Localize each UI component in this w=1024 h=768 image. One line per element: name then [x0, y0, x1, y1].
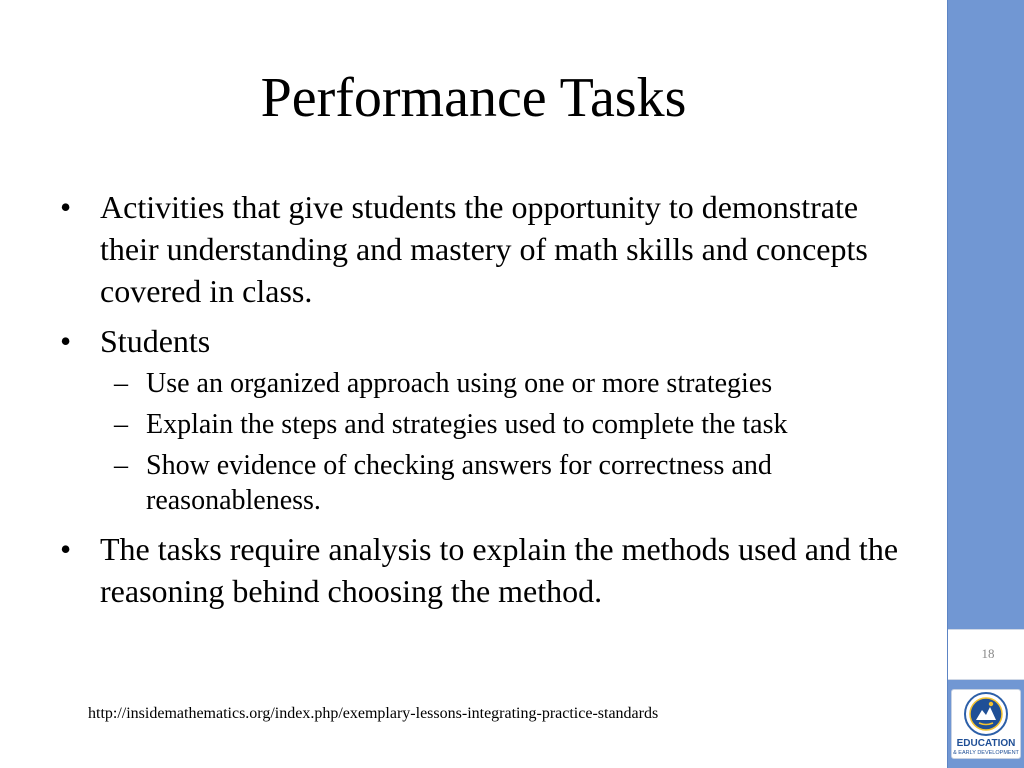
sub-bullet-text: Explain the steps and strategies used to complete the task	[146, 409, 788, 440]
sub-bullet-item	[60, 407, 920, 442]
bullet-marker: •	[60, 323, 72, 359]
bullet-text: Activities that give students the opportunity to demonstrate their understanding and mastery of math skills and concepts covered in class.	[100, 189, 868, 309]
bullet-item	[60, 320, 920, 362]
sub-bullet-marker: –	[114, 450, 128, 481]
sub-bullet-marker: –	[114, 409, 128, 440]
bullet-marker: •	[60, 189, 72, 225]
logo-text-education: EDUCATION	[956, 738, 1016, 749]
slide-body	[60, 186, 920, 620]
bullet-item	[60, 528, 920, 612]
source-link[interactable]: http://insidemathematics.org/index.php/exemplary-lessons-integrating-practice-standards	[88, 705, 659, 722]
sub-bullet-item	[60, 448, 920, 518]
bullet-item	[60, 186, 920, 312]
bullet-text: The tasks require analysis to explain the methods used and the reasoning behind choosing the method.	[100, 531, 899, 609]
page-number-box	[948, 629, 1024, 680]
logo-text-subtitle: & EARLY DEVELOPMENT	[953, 750, 1019, 756]
sub-bullet-text: Use an organized approach using one or more strategies	[146, 368, 773, 399]
bullet-marker: •	[60, 531, 72, 567]
sub-bullet-item	[60, 366, 920, 401]
page-number: 18	[981, 646, 995, 661]
slide-title: Performance Tasks	[260, 67, 687, 129]
education-department-seal-icon	[952, 690, 1020, 758]
sub-bullet-text: Show evidence of checking answers for correctness and reasonableness.	[146, 450, 772, 516]
sub-bullet-marker: –	[114, 368, 128, 399]
department-logo	[951, 689, 1021, 759]
bullet-text: Students	[100, 323, 211, 359]
